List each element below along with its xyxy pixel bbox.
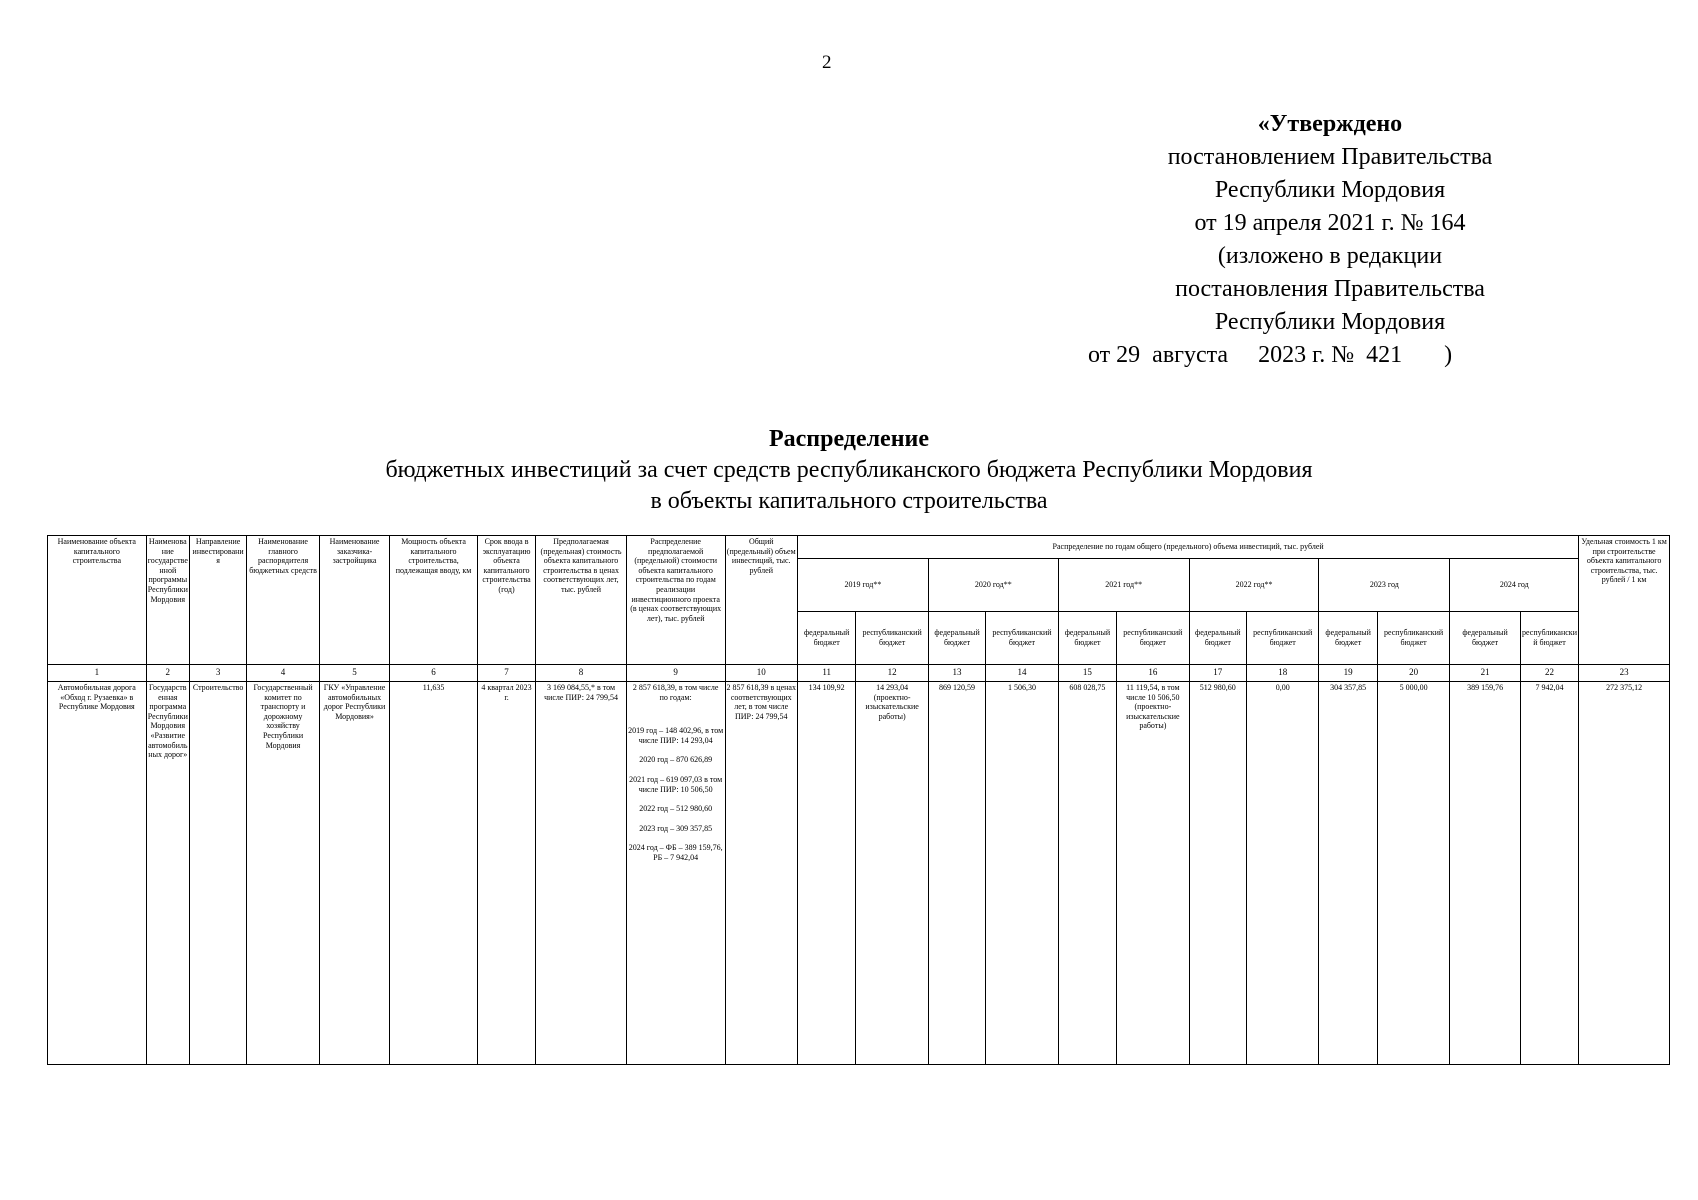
document-title	[0, 424, 1698, 517]
column-number: 2	[146, 665, 189, 682]
approval-line: постановления Правительства	[1175, 276, 1485, 302]
distribution-2022: 2022 год – 512 980,60	[639, 804, 713, 814]
approval-date-line: от 29 августа 2023 г. № 421 )	[1088, 342, 1453, 368]
header-distribution-group: Распределение по годам общего (предельного) объема инвестиций, тыс. рублей	[797, 536, 1578, 559]
distribution-2021: 2021 год – 619 097,03 в том числе ПИР: 10 506,50	[629, 774, 723, 794]
column-number: 18	[1246, 665, 1318, 682]
column-number: 19	[1319, 665, 1377, 682]
header-federal-budget: федеральный бюджет	[1450, 612, 1520, 665]
column-number: 20	[1377, 665, 1449, 682]
distribution-2020: 2020 год – 870 626,89	[639, 755, 713, 765]
header-year-2020: 2020 год**	[928, 559, 1058, 612]
header-federal-budget: федеральный бюджет	[797, 612, 855, 665]
cell-program: Государственная программа Республики Мордовия «Развитие автомобильных дорог»	[146, 682, 189, 1065]
header-republic-budget: республиканский бюджет	[1520, 612, 1578, 665]
title-heading: Распределение	[768, 426, 930, 452]
investment-table	[47, 535, 1670, 1065]
cell-cost: 3 169 084,55,* в том числе ПИР: 24 799,54	[536, 682, 627, 1065]
cell-2023-federal: 304 357,85	[1319, 682, 1377, 1065]
column-number: 17	[1189, 665, 1246, 682]
header-republic-budget: республиканский бюджет	[1377, 612, 1449, 665]
cell-2021-republic: 11 119,54, в том числе 10 506,50 (проектно-изыскательские работы)	[1117, 682, 1189, 1065]
cell-2019-republic: 14 293,04 (проектно-изыскательские работы)	[856, 682, 928, 1065]
approval-line: постановлением Правительства	[1167, 144, 1493, 170]
header-republic-budget: республиканский бюджет	[1246, 612, 1318, 665]
approval-block	[1088, 108, 1540, 372]
column-number: 22	[1520, 665, 1578, 682]
title-subline: в объекты капитального строительства	[650, 488, 1048, 514]
column-number: 8	[536, 665, 627, 682]
cell-2022-republic: 0,00	[1246, 682, 1318, 1065]
header-year-2022: 2022 год**	[1189, 559, 1319, 612]
header-year-2024: 2024 год	[1450, 559, 1579, 612]
column-number: 12	[856, 665, 928, 682]
header-total-volume: Общий (предельный) объем инвестиций, тыс. рублей	[725, 536, 797, 665]
cell-capacity: 11,635	[390, 682, 478, 1065]
header-object-name: Наименование объекта капитального строительства	[48, 536, 147, 665]
column-number: 3	[189, 665, 246, 682]
table-row	[48, 682, 1670, 1065]
title-subline: бюджетных инвестиций за счет средств республиканского бюджета Республики Мордовия	[385, 457, 1313, 483]
header-year-2019: 2019 год**	[797, 559, 928, 612]
header-federal-budget: федеральный бюджет	[1189, 612, 1246, 665]
column-number: 23	[1579, 665, 1670, 682]
approval-line: от 19 апреля 2021 г. № 164	[1194, 210, 1466, 236]
header-direction: Направление инвестирования	[189, 536, 246, 665]
page-number: 2	[822, 52, 832, 73]
header-commissioning: Срок ввода в эксплуатацию объекта капитального строительства (год)	[477, 536, 535, 665]
column-number: 4	[247, 665, 319, 682]
column-number: 5	[319, 665, 389, 682]
header-federal-budget: федеральный бюджет	[1058, 612, 1116, 665]
header-chief-manager: Наименование главного распорядителя бюджетных средств	[247, 536, 319, 665]
cell-total-volume: 2 857 618,39 в ценах соответствующих лет, в том числе ПИР: 24 799,54	[725, 682, 797, 1065]
cell-2022-federal: 512 980,60	[1189, 682, 1246, 1065]
header-cost-distribution: Распределение предполагаемой (предельной) стоимости объекта капитального строительства по годам реализации инвестиционного проекта (в ценах соответствующих лет), тыс. рублей	[626, 536, 725, 665]
cell-2020-federal: 869 120,59	[928, 682, 985, 1065]
header-customer: Наименование заказчика-застройщика	[319, 536, 389, 665]
cell-2023-republic: 5 000,00	[1377, 682, 1449, 1065]
column-number: 6	[390, 665, 478, 682]
cell-2021-federal: 608 028,75	[1058, 682, 1116, 1065]
cell-direction: Строительство	[189, 682, 246, 1065]
header-unit-cost: Удельная стоимость 1 км при строительстве объекта капитального строительства, тыс. рублей / 1 км	[1579, 536, 1670, 665]
cell-cost-distribution	[626, 682, 725, 1065]
column-number: 10	[725, 665, 797, 682]
cell-object-name: Автомобильная дорога «Обход г. Рузаевка» в Республике Мордовия	[48, 682, 147, 1065]
cell-customer: ГКУ «Управление автомобильных дорог Республики Мордовия»	[319, 682, 389, 1065]
approval-heading: «Утверждено	[1257, 111, 1403, 137]
header-republic-budget: республиканский бюджет	[856, 612, 928, 665]
column-number: 14	[986, 665, 1058, 682]
column-number: 21	[1450, 665, 1520, 682]
header-federal-budget: федеральный бюджет	[928, 612, 985, 665]
header-federal-budget: федеральный бюджет	[1319, 612, 1377, 665]
distribution-2023: 2023 год – 309 357,85	[639, 823, 713, 833]
header-year-2023: 2023 год	[1319, 559, 1450, 612]
column-number: 11	[797, 665, 855, 682]
cell-unit-cost: 272 375,12	[1579, 682, 1670, 1065]
cell-2020-republic: 1 506,30	[986, 682, 1058, 1065]
header-cost: Предполагаемая (предельная) стоимость объекта капитального строительства в ценах соответствующих лет, тыс. рублей	[536, 536, 627, 665]
column-number-row	[48, 665, 1670, 682]
distribution-intro: 2 857 618,39, в том числе по годам:	[632, 683, 719, 702]
header-republic-budget: республиканский бюджет	[986, 612, 1058, 665]
header-republic-budget: республиканский бюджет	[1117, 612, 1189, 665]
column-number: 9	[626, 665, 725, 682]
cell-chief-manager: Государственный комитет по транспорту и дорожному хозяйству Республики Мордовия	[247, 682, 319, 1065]
column-number: 13	[928, 665, 985, 682]
cell-2024-federal: 389 159,76	[1450, 682, 1520, 1065]
distribution-2024: 2024 год – ФБ – 389 159,76, РБ – 7 942,04	[628, 843, 723, 862]
column-number: 15	[1058, 665, 1116, 682]
header-capacity: Мощность объекта капитального строительства, подлежащая вводу, км	[390, 536, 478, 665]
header-year-2021: 2021 год**	[1058, 559, 1189, 612]
distribution-2019: 2019 год – 148 402,96, в том числе ПИР: 14 293,04	[628, 726, 724, 745]
cell-2019-federal: 134 109,92	[797, 682, 855, 1065]
cell-2024-republic: 7 942,04	[1520, 682, 1578, 1065]
header-program: Наименование государственной программы Республики Мордовия	[146, 536, 189, 665]
approval-line: (изложено в редакции	[1217, 243, 1443, 269]
cell-commissioning: 4 квартал 2023 г.	[477, 682, 535, 1065]
column-number: 7	[477, 665, 535, 682]
approval-line: Республики Мордовия	[1214, 177, 1446, 203]
approval-line: Республики Мордовия	[1214, 309, 1446, 335]
column-number: 16	[1117, 665, 1189, 682]
column-number: 1	[48, 665, 147, 682]
